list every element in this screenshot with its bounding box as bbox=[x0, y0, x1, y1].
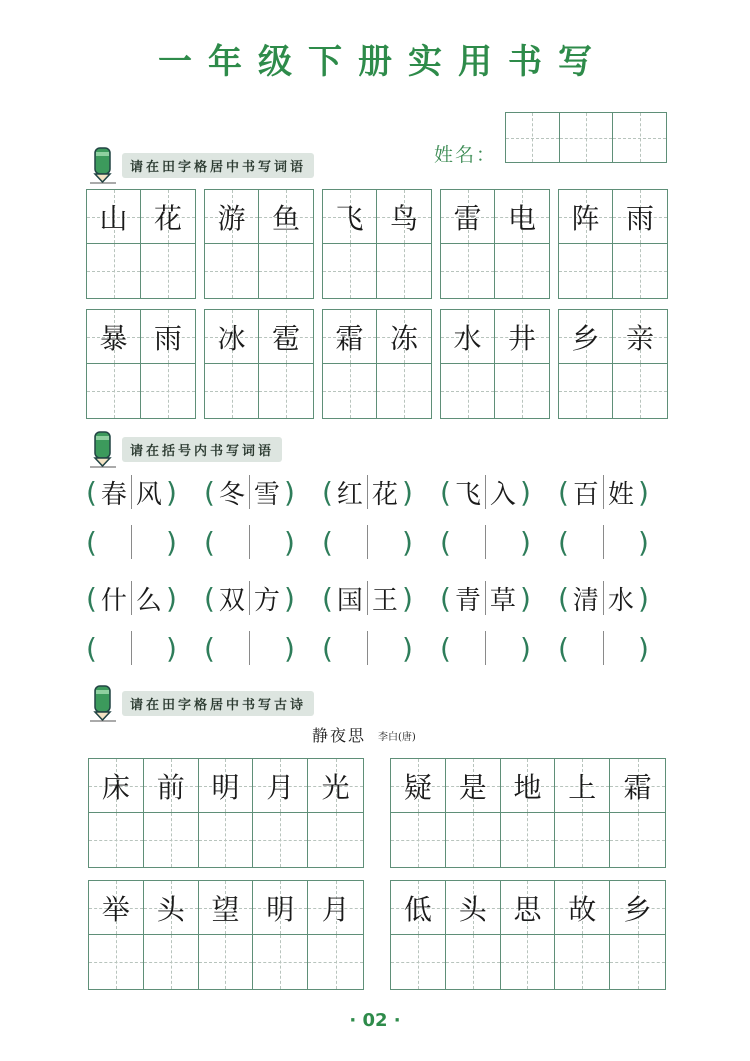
practice-cell[interactable] bbox=[441, 244, 495, 298]
model-char: 阵 bbox=[571, 201, 600, 235]
poem-title: 静夜思 bbox=[312, 726, 367, 745]
model-char-cell bbox=[87, 190, 141, 244]
left-paren: ( bbox=[204, 581, 215, 615]
bracket-char: 春 bbox=[100, 479, 127, 510]
bracket-char: 方 bbox=[253, 585, 280, 616]
practice-cell[interactable] bbox=[501, 935, 556, 989]
right-paren: ) bbox=[519, 475, 531, 509]
bracket-char: 么 bbox=[135, 585, 162, 616]
right-paren: ) bbox=[165, 475, 177, 509]
pencil-icon bbox=[90, 430, 116, 468]
pencil-icon bbox=[90, 146, 116, 184]
left-paren: ( bbox=[204, 475, 215, 509]
model-char: 亲 bbox=[625, 321, 654, 355]
bracket-practice-row bbox=[86, 628, 676, 668]
left-paren: ( bbox=[322, 525, 333, 559]
bracket-practice-row bbox=[86, 522, 676, 562]
model-char: 游 bbox=[217, 201, 246, 235]
bracket-char: 双 bbox=[218, 585, 245, 616]
left-paren: ( bbox=[558, 581, 569, 615]
bracket-word bbox=[558, 472, 676, 512]
model-char-cell bbox=[559, 190, 613, 244]
practice-cell[interactable] bbox=[89, 813, 144, 867]
bracket-word bbox=[440, 472, 558, 512]
model-char-cell bbox=[144, 881, 199, 935]
model-char: 上 bbox=[568, 770, 597, 804]
right-paren: ) bbox=[637, 631, 649, 665]
right-paren: ) bbox=[401, 631, 413, 665]
practice-cell[interactable] bbox=[377, 244, 431, 298]
model-char-cell bbox=[141, 310, 195, 364]
section-header-2 bbox=[90, 430, 282, 468]
model-char-cell bbox=[253, 759, 308, 813]
poem-line-grid bbox=[88, 758, 364, 868]
tianzige-word-box bbox=[322, 309, 432, 419]
practice-cell[interactable] bbox=[141, 244, 195, 298]
model-char: 乡 bbox=[571, 321, 600, 355]
left-paren: ( bbox=[204, 631, 215, 665]
practice-cell[interactable] bbox=[446, 813, 501, 867]
model-char: 床 bbox=[101, 770, 130, 804]
model-char-cell bbox=[391, 881, 446, 935]
model-char: 雨 bbox=[625, 201, 654, 235]
right-paren: ) bbox=[637, 475, 649, 509]
page-number: · 02 · bbox=[349, 1010, 401, 1031]
char-divider bbox=[131, 631, 132, 665]
model-char-cell bbox=[253, 881, 308, 935]
section-label: 请在田字格居中书写古诗 bbox=[122, 691, 314, 716]
char-divider bbox=[249, 525, 250, 559]
model-char-cell bbox=[555, 759, 610, 813]
practice-cell[interactable] bbox=[87, 244, 141, 298]
practice-cell[interactable] bbox=[89, 935, 144, 989]
name-cell[interactable] bbox=[613, 113, 666, 162]
model-char: 井 bbox=[507, 321, 536, 355]
model-char-cell bbox=[323, 310, 377, 364]
practice-cell[interactable] bbox=[205, 364, 259, 418]
model-char-cell bbox=[610, 881, 665, 935]
char-divider bbox=[603, 525, 604, 559]
practice-cell[interactable] bbox=[391, 935, 446, 989]
page-title: 一年级下册实用书写 bbox=[158, 42, 608, 82]
model-char-cell bbox=[259, 310, 313, 364]
practice-cell[interactable] bbox=[87, 364, 141, 418]
model-char: 举 bbox=[101, 892, 130, 926]
right-paren: ) bbox=[519, 581, 531, 615]
left-paren: ( bbox=[86, 475, 97, 509]
model-char-cell bbox=[199, 759, 254, 813]
practice-cell[interactable] bbox=[441, 364, 495, 418]
practice-cell[interactable] bbox=[144, 935, 199, 989]
tianzige-word-box bbox=[322, 189, 432, 299]
left-paren: ( bbox=[440, 581, 451, 615]
right-paren: ) bbox=[401, 581, 413, 615]
left-paren: ( bbox=[440, 475, 451, 509]
model-char-cell bbox=[141, 190, 195, 244]
model-char-cell bbox=[205, 310, 259, 364]
model-char: 望 bbox=[211, 892, 240, 926]
left-paren: ( bbox=[86, 525, 97, 559]
left-paren: ( bbox=[322, 581, 333, 615]
left-paren: ( bbox=[440, 525, 451, 559]
bracket-blank[interactable] bbox=[86, 628, 204, 668]
bracket-word bbox=[322, 472, 440, 512]
left-paren: ( bbox=[440, 631, 451, 665]
left-paren: ( bbox=[558, 525, 569, 559]
practice-cell[interactable] bbox=[501, 813, 556, 867]
model-char-cell bbox=[205, 190, 259, 244]
name-field[interactable] bbox=[505, 112, 667, 163]
model-char: 月 bbox=[266, 770, 295, 804]
model-char: 光 bbox=[321, 770, 350, 804]
right-paren: ) bbox=[283, 581, 295, 615]
practice-cell[interactable] bbox=[141, 364, 195, 418]
poem-line-grid bbox=[390, 880, 666, 990]
right-paren: ) bbox=[283, 631, 295, 665]
bracket-word bbox=[204, 472, 322, 512]
model-char-cell bbox=[441, 190, 495, 244]
practice-cell[interactable] bbox=[610, 813, 665, 867]
right-paren: ) bbox=[519, 631, 531, 665]
left-paren: ( bbox=[86, 631, 97, 665]
practice-cell[interactable] bbox=[323, 244, 377, 298]
bracket-blank[interactable] bbox=[204, 628, 322, 668]
tianzige-word-box bbox=[204, 189, 314, 299]
tianzige-word-box bbox=[558, 189, 668, 299]
model-char: 是 bbox=[458, 770, 487, 804]
bracket-char: 水 bbox=[607, 585, 634, 616]
bracket-word bbox=[86, 472, 204, 512]
model-char-cell bbox=[613, 190, 667, 244]
section-header-1 bbox=[90, 146, 314, 184]
bracket-blank[interactable] bbox=[322, 522, 440, 562]
model-char: 低 bbox=[403, 892, 432, 926]
model-char-cell bbox=[377, 190, 431, 244]
model-char: 雹 bbox=[271, 321, 300, 355]
bracket-char: 姓 bbox=[607, 479, 634, 510]
right-paren: ) bbox=[283, 525, 295, 559]
model-char: 山 bbox=[99, 201, 128, 235]
model-char-cell bbox=[89, 881, 144, 935]
pencil-icon bbox=[90, 684, 116, 722]
practice-cell[interactable] bbox=[446, 935, 501, 989]
model-char-cell bbox=[495, 310, 549, 364]
model-char-cell bbox=[610, 759, 665, 813]
practice-cell[interactable] bbox=[323, 364, 377, 418]
model-char: 故 bbox=[568, 892, 597, 926]
right-paren: ) bbox=[637, 525, 649, 559]
left-paren: ( bbox=[558, 631, 569, 665]
tianzige-word-box bbox=[440, 309, 550, 419]
model-char-cell bbox=[495, 190, 549, 244]
left-paren: ( bbox=[322, 631, 333, 665]
char-divider bbox=[485, 525, 486, 559]
bracket-blank[interactable] bbox=[558, 628, 676, 668]
bracket-char: 国 bbox=[336, 585, 363, 616]
model-char: 鸟 bbox=[389, 201, 418, 235]
char-divider bbox=[131, 525, 132, 559]
model-char: 暴 bbox=[99, 321, 128, 355]
bracket-char: 青 bbox=[454, 585, 481, 616]
tianzige-word-box bbox=[86, 309, 196, 419]
char-divider bbox=[249, 631, 250, 665]
model-char: 鱼 bbox=[271, 201, 300, 235]
bracket-char: 清 bbox=[572, 585, 599, 616]
name-label: 姓名： bbox=[434, 144, 498, 166]
model-char: 飞 bbox=[335, 201, 364, 235]
model-char: 明 bbox=[211, 770, 240, 804]
bracket-model-row bbox=[86, 578, 676, 618]
bracket-blank[interactable] bbox=[86, 522, 204, 562]
left-paren: ( bbox=[204, 525, 215, 559]
practice-cell[interactable] bbox=[559, 364, 613, 418]
model-char: 霜 bbox=[623, 770, 652, 804]
bracket-char: 红 bbox=[336, 479, 363, 510]
bracket-blank[interactable] bbox=[440, 522, 558, 562]
model-char-cell bbox=[501, 881, 556, 935]
practice-cell[interactable] bbox=[391, 813, 446, 867]
practice-cell[interactable] bbox=[308, 813, 363, 867]
practice-cell[interactable] bbox=[377, 364, 431, 418]
practice-cell[interactable] bbox=[610, 935, 665, 989]
bracket-blank[interactable] bbox=[440, 628, 558, 668]
practice-cell[interactable] bbox=[495, 244, 549, 298]
model-char-cell bbox=[87, 310, 141, 364]
model-char: 霜 bbox=[335, 321, 364, 355]
model-char-cell bbox=[559, 310, 613, 364]
tianzige-word-box bbox=[204, 309, 314, 419]
bracket-model-row bbox=[86, 472, 676, 512]
right-paren: ) bbox=[165, 631, 177, 665]
model-char-cell bbox=[441, 310, 495, 364]
section-label: 请在田字格居中书写词语 bbox=[122, 153, 314, 178]
left-paren: ( bbox=[86, 581, 97, 615]
char-divider bbox=[603, 631, 604, 665]
practice-cell[interactable] bbox=[555, 935, 610, 989]
model-char: 雷 bbox=[453, 201, 482, 235]
bracket-char: 雪 bbox=[253, 479, 280, 510]
right-paren: ) bbox=[637, 581, 649, 615]
right-paren: ) bbox=[165, 581, 177, 615]
left-paren: ( bbox=[322, 475, 333, 509]
practice-cell[interactable] bbox=[259, 364, 313, 418]
model-char: 地 bbox=[513, 770, 542, 804]
tianzige-word-box bbox=[440, 189, 550, 299]
practice-cell[interactable] bbox=[613, 244, 667, 298]
model-char: 明 bbox=[266, 892, 295, 926]
model-char-cell bbox=[446, 881, 501, 935]
poem-line-grid bbox=[390, 758, 666, 868]
model-char-cell bbox=[377, 310, 431, 364]
bracket-word bbox=[440, 578, 558, 618]
bracket-word bbox=[322, 578, 440, 618]
right-paren: ) bbox=[165, 525, 177, 559]
model-char: 花 bbox=[153, 201, 182, 235]
model-char-cell bbox=[613, 310, 667, 364]
practice-cell[interactable] bbox=[253, 935, 308, 989]
bracket-char: 入 bbox=[489, 479, 516, 510]
section-header-3 bbox=[90, 684, 314, 722]
model-char-cell bbox=[259, 190, 313, 244]
bracket-char: 百 bbox=[572, 479, 599, 510]
bracket-char: 什 bbox=[100, 585, 127, 616]
model-char-cell bbox=[308, 881, 363, 935]
model-char-cell bbox=[446, 759, 501, 813]
bracket-word bbox=[86, 578, 204, 618]
practice-cell[interactable] bbox=[555, 813, 610, 867]
right-paren: ) bbox=[283, 475, 295, 509]
model-char: 雨 bbox=[153, 321, 182, 355]
model-char-cell bbox=[323, 190, 377, 244]
model-char: 疑 bbox=[403, 770, 432, 804]
char-divider bbox=[367, 631, 368, 665]
model-char: 头 bbox=[458, 892, 487, 926]
left-paren: ( bbox=[558, 475, 569, 509]
model-char-cell bbox=[501, 759, 556, 813]
model-char: 前 bbox=[156, 770, 185, 804]
practice-cell[interactable] bbox=[199, 935, 254, 989]
tianzige-word-box bbox=[86, 189, 196, 299]
char-divider bbox=[485, 631, 486, 665]
bracket-char: 冬 bbox=[218, 479, 245, 510]
model-char: 头 bbox=[156, 892, 185, 926]
practice-cell[interactable] bbox=[205, 244, 259, 298]
tianzige-word-box bbox=[558, 309, 668, 419]
model-char: 电 bbox=[507, 201, 536, 235]
practice-cell[interactable] bbox=[495, 364, 549, 418]
practice-cell[interactable] bbox=[559, 244, 613, 298]
right-paren: ) bbox=[519, 525, 531, 559]
bracket-blank[interactable] bbox=[558, 522, 676, 562]
model-char-cell bbox=[308, 759, 363, 813]
model-char: 思 bbox=[513, 892, 542, 926]
model-char-cell bbox=[391, 759, 446, 813]
bracket-word bbox=[558, 578, 676, 618]
bracket-char: 王 bbox=[371, 585, 398, 616]
model-char: 水 bbox=[453, 321, 482, 355]
practice-cell[interactable] bbox=[253, 813, 308, 867]
bracket-char: 飞 bbox=[454, 479, 481, 510]
poem-author: 李白(唐) bbox=[378, 732, 416, 743]
model-char: 冰 bbox=[217, 321, 246, 355]
bracket-blank[interactable] bbox=[204, 522, 322, 562]
practice-cell[interactable] bbox=[308, 935, 363, 989]
right-paren: ) bbox=[401, 475, 413, 509]
bracket-char: 风 bbox=[135, 479, 162, 510]
model-char-cell bbox=[89, 759, 144, 813]
model-char: 乡 bbox=[623, 892, 652, 926]
model-char-cell bbox=[199, 881, 254, 935]
practice-cell[interactable] bbox=[613, 364, 667, 418]
practice-cell[interactable] bbox=[199, 813, 254, 867]
bracket-char: 花 bbox=[371, 479, 398, 510]
practice-cell[interactable] bbox=[144, 813, 199, 867]
name-cell[interactable] bbox=[506, 113, 560, 162]
model-char-cell bbox=[144, 759, 199, 813]
model-char-cell bbox=[555, 881, 610, 935]
model-char: 冻 bbox=[389, 321, 418, 355]
right-paren: ) bbox=[401, 525, 413, 559]
name-cell[interactable] bbox=[560, 113, 614, 162]
bracket-blank[interactable] bbox=[322, 628, 440, 668]
section-label: 请在括号内书写词语 bbox=[122, 437, 282, 462]
bracket-char: 草 bbox=[489, 585, 516, 616]
char-divider bbox=[367, 525, 368, 559]
practice-cell[interactable] bbox=[259, 244, 313, 298]
poem-line-grid bbox=[88, 880, 364, 990]
model-char: 月 bbox=[321, 892, 350, 926]
bracket-word bbox=[204, 578, 322, 618]
